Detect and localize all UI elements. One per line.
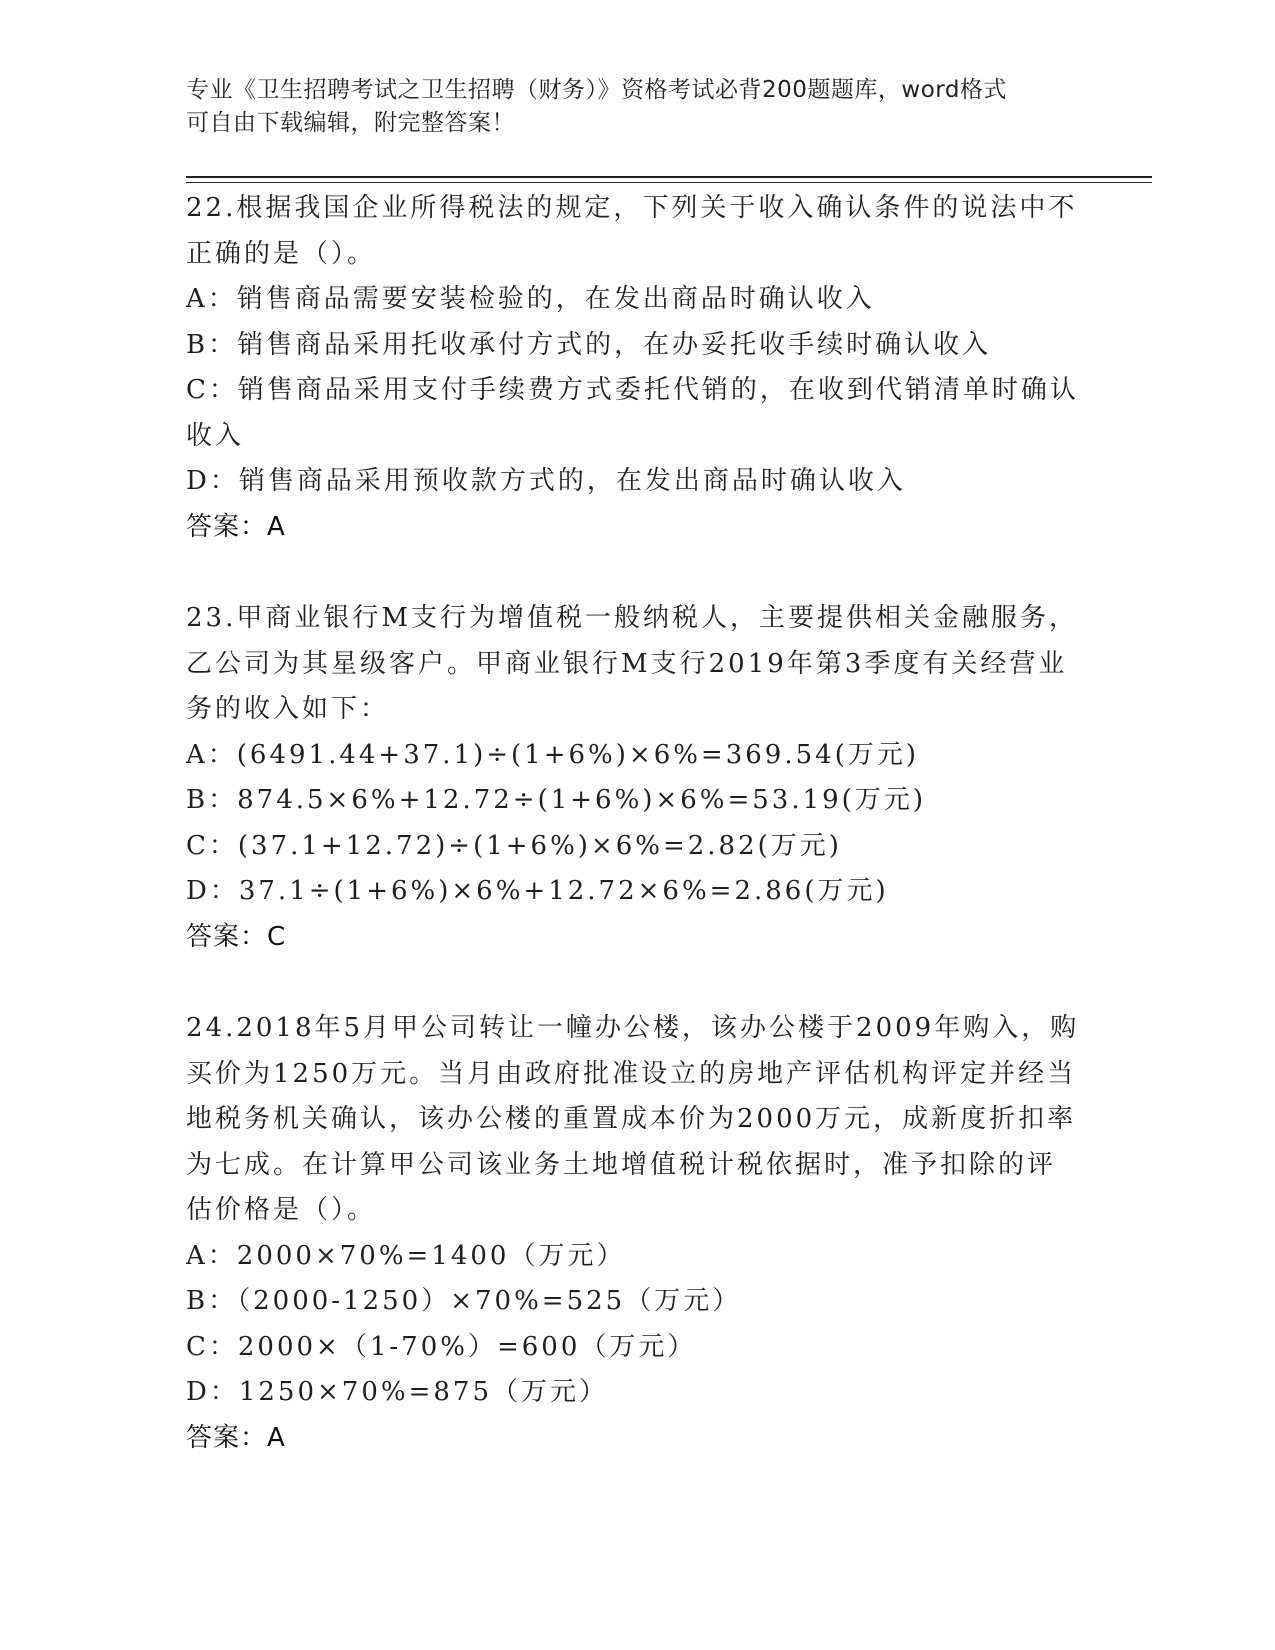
option-d: D：37.1÷(1+6%)×6%+12.72×6%=2.86(万元) [186, 876, 889, 906]
option-b: B：874.5×6%+12.72÷(1+6%)×6%=53.19(万元) [186, 785, 926, 815]
question-22 [186, 186, 1086, 550]
question-stem-line: 22.根据我国企业所得税法的规定，下列关于收入确认条件的说法中不 [186, 193, 1078, 223]
answer-label: 答案：A [186, 1422, 286, 1453]
question-spacer [186, 550, 1086, 596]
question-stem-line: 估价格是（）。 [186, 1195, 377, 1225]
question-stem-line: 为七成。在计算甲公司该业务土地增值税计税依据时，准予扣除的评 [186, 1149, 1057, 1180]
option-d: D：销售商品采用预收款方式的，在发出商品时确认收入 [186, 466, 906, 496]
option-a: A：销售商品需要安装检验的，在发出商品时确认收入 [186, 284, 875, 314]
option-c: C：(37.1+12.72)÷(1+6%)×6%=2.82(万元) [186, 830, 842, 861]
header-divider-thick [186, 176, 1152, 178]
question-stem-line: 地税务机关确认，该办公楼的重置成本价为2000万元，成新度折扣率 [186, 1104, 1077, 1134]
answer-label: 答案：C [186, 921, 287, 952]
question-stem-line: 24.2018年5月甲公司转让一幢办公楼，该办公楼于2009年购入，购 [186, 1013, 1080, 1043]
question-stem-line: 乙公司为其星级客户。甲商业银行M支行2019年第3季度有关经营业 [186, 648, 1068, 679]
option-c: C：2000×（1-70%）=600（万元） [186, 1331, 697, 1362]
option-a: A：2000×70%=1400（万元） [186, 1240, 626, 1271]
header-title-line-2: 可自由下载编辑，附完整答案！ [186, 110, 515, 136]
question-list [186, 186, 1086, 1461]
answer-label: 答案：A [186, 511, 286, 542]
question-spacer [186, 960, 1086, 1006]
question-stem-line: 买价为1250万元。当月由政府批准设立的房地产评估机构评定并经当 [186, 1058, 1077, 1089]
option-c-continued: 收入 [186, 420, 245, 451]
header-divider-thin [186, 182, 1152, 183]
header-title-line-1: 专业《卫生招聘考试之卫生招聘（财务）》资格考试必背200题题库，word格式 [186, 77, 1007, 103]
option-a: A：(6491.44+37.1)÷(1+6%)×6%=369.54(万元) [186, 739, 919, 770]
question-stem-line: 23.甲商业银行M支行为增值税一般纳税人，主要提供相关金融服务， [186, 603, 1078, 633]
option-d: D：1250×70%=875（万元） [186, 1377, 608, 1407]
question-stem-line: 正确的是（）。 [186, 238, 377, 269]
option-b: B：（2000-1250）×70%=525（万元） [186, 1286, 742, 1316]
document-header [186, 74, 1086, 140]
question-23 [186, 596, 1086, 960]
question-stem-line: 务的收入如下： [186, 694, 390, 724]
option-c: C：销售商品采用支付手续费方式委托代销的，在收到代销清单时确认 [186, 375, 1079, 405]
question-24 [186, 1006, 1086, 1461]
option-b: B：销售商品采用托收承付方式的，在办妥托收手续时确认收入 [186, 329, 992, 360]
